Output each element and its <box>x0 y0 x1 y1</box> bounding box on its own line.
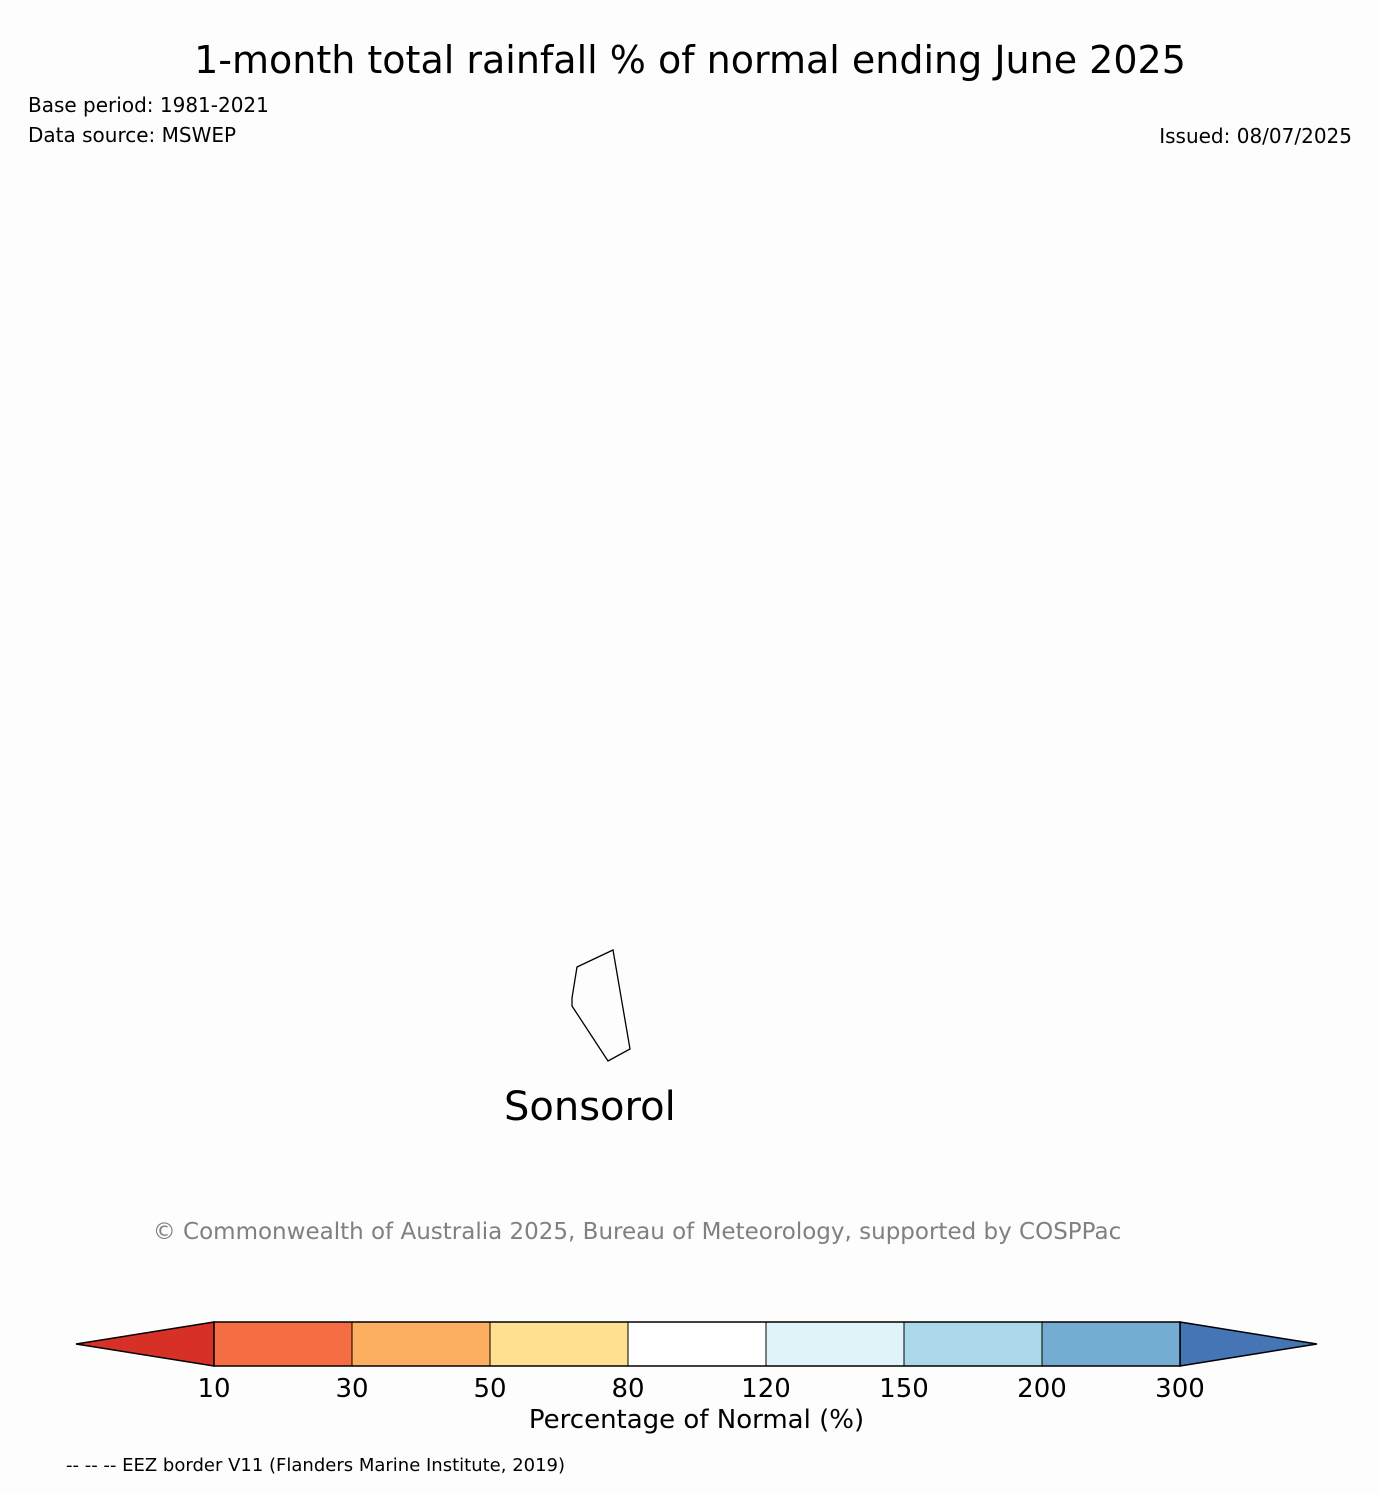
place-label-sonsorol: Sonsorol <box>504 1084 676 1130</box>
colorbar-tick-label: 50 <box>473 1374 507 1404</box>
map-title: 1-month total rainfall % of normal ending June 2025 <box>194 38 1186 82</box>
colorbar-under-arrow <box>76 1322 214 1366</box>
colorbar-bin <box>214 1322 352 1366</box>
colorbar-tick-label: 200 <box>1017 1374 1067 1404</box>
base-period-text: Base period: 1981-2021 <box>28 93 269 117</box>
colorbar-tick-label: 300 <box>1155 1374 1205 1404</box>
eez-border-note: -- -- -- EEZ border V11 (Flanders Marine Institute, 2019) <box>66 1455 566 1476</box>
colorbar-bin <box>628 1322 766 1366</box>
colorbar-tick-label: 120 <box>741 1374 791 1404</box>
colorbar-bin <box>766 1322 904 1366</box>
colorbar-bin <box>904 1322 1042 1366</box>
colorbar-tick-label: 10 <box>197 1374 231 1404</box>
colorbar-bin <box>352 1322 490 1366</box>
issued-date-text: Issued: 08/07/2025 <box>1159 124 1352 148</box>
colorbar-tick-label: 150 <box>879 1374 929 1404</box>
data-source-text: Data source: MSWEP <box>28 123 237 147</box>
colorbar-tick-label: 80 <box>611 1374 645 1404</box>
colorbar-tick-label: 30 <box>335 1374 369 1404</box>
colorbar-bin <box>490 1322 628 1366</box>
sonsorol-eez-outline <box>572 950 630 1061</box>
colorbar-bin <box>1042 1322 1180 1366</box>
colorbar-label: Percentage of Normal (%) <box>528 1405 865 1435</box>
copyright-text: © Commonwealth of Australia 2025, Bureau of Meteorology, supported by COSPPac <box>152 1219 1122 1245</box>
colorbar-over-arrow <box>1180 1322 1317 1366</box>
colorbar <box>76 1322 1317 1435</box>
